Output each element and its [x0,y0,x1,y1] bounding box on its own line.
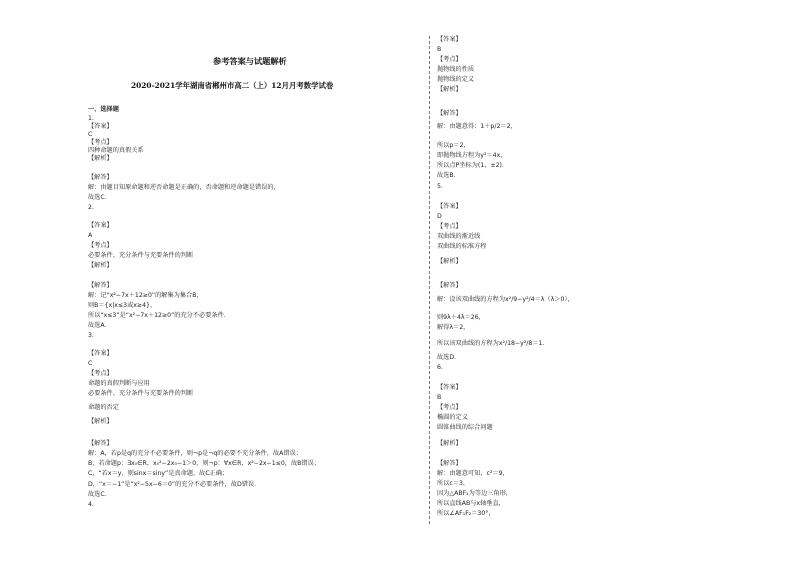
text-line: 【解答】 [437,110,462,117]
text-line: C [88,131,93,138]
text-line: 所以该双曲线的方程为x²/18−y²/8＝1． [437,340,549,347]
text-line: 命题的真假判断与应用 [88,380,150,387]
text-line: 【答案】 [88,222,113,229]
text-line: A [88,232,93,239]
text-line: 椭圆的定义 [437,414,468,421]
text-line: 所以∠AF₁F₂＝30°， [437,510,495,517]
text-line: 【答案】 [88,123,113,130]
text-line: 5. [437,183,443,190]
text-line: 命题的否定 [88,404,119,411]
text-line: 解：记“x²−7x＋12≥0”的解集为集合B， [88,292,203,299]
text-line: 故选C． [88,194,111,201]
text-line: 则9λ＋4λ＝26， [437,314,485,321]
text-line: 所以“x≤3”是“x²−7x＋12≥0”的充分不必要条件． [88,312,230,319]
text-line: 因为△ABF₁为等边三角形， [437,490,512,497]
text-line: 所以直线AB与x轴垂直， [437,500,505,507]
text-line: B，若命题p：∃x₀∈R，x₀²−2x₀−1＞0，则¬p：∀x∈R，x²−2x−1≤0，故B错误； [88,460,320,467]
text-line: B [437,394,442,401]
text-line: 【解析】 [437,86,462,93]
text-line: B [437,46,442,53]
text-line: 【解答】 [88,174,113,181]
text-line: 所以c＝3， [437,480,470,487]
text-line: 四种命题的真假关系 [88,147,144,154]
text-line: 【解答】 [88,282,113,289]
text-line: 【考点】 [88,370,113,377]
text-line: 2. [88,204,94,211]
text-line: 【解析】 [88,262,113,269]
text-line: 【答案】 [437,384,462,391]
text-line: 解得λ＝2， [437,324,470,331]
text-line: 【解析】 [437,440,462,447]
text-line: 故选C． [88,491,111,498]
text-line: 3. [88,332,94,339]
text-line: 双曲线的标准方程 [437,243,487,250]
text-line: 【答案】 [88,350,113,357]
text-line: 【考点】 [88,242,113,249]
text-line: 【解析】 [88,155,113,162]
text-line: 【解答】 [437,460,462,467]
text-line: C，“若x＝y，则sinx＝siny”是真命题，故C正确； [88,470,229,477]
text-line: 【答案】 [437,36,462,43]
text-line: 解：A，若p是q的充分不必要条件，则¬p是¬q的必要不充分条件，故A错误； [88,450,302,457]
text-line: 解：由题意得：1＋p/2＝2， [437,123,517,130]
text-line: 解：设该双曲线的方程为x²/9−y²/4＝λ（λ＞0）， [437,296,574,303]
text-line: 故选A． [88,322,111,329]
text-line: 4. [88,501,94,508]
text-line: 【答案】 [437,203,462,210]
text-line: 【考点】 [437,404,462,411]
text-line: 【解析】 [88,418,113,425]
text-line: 解：由题目知原命题和逆否命题是正确的，否命题和逆命题是错误的， [88,184,280,191]
text-line: 【考点】 [437,223,462,230]
text-line: 双曲线的渐近线 [437,233,481,240]
text-line: 则B＝{x|x≤3或x≥4}， [88,302,157,309]
text-line: 【解析】 [437,258,462,265]
text-line: 抛物线的性质 [437,66,475,73]
text-line: 1. [88,115,94,122]
text-line: 必要条件、充分条件与充要条件的判断 [88,252,194,259]
section-heading: 一、选择题 [88,106,119,113]
column-divider [429,36,430,524]
text-line: 【考点】 [437,56,462,63]
text-line: 解：由题意可知，c²＝9， [437,470,509,477]
text-line: 【解答】 [437,282,462,289]
text-line: 所以p＝2， [437,142,470,149]
text-line: 【解答】 [88,440,113,447]
text-line: 圆锥曲线的综合问题 [437,424,493,431]
text-line: 6. [437,364,443,371]
text-line: 必要条件、充分条件与充要条件的判断 [88,390,194,397]
text-line: C [88,360,93,367]
text-line: 【考点】 [88,139,113,146]
exam-title: 2020-2021学年湖南省郴州市高二（上）12月月考数学试卷 [131,81,334,90]
text-line: D [437,213,442,220]
text-line: 即抛物线方程为y²＝4x， [437,152,507,159]
text-line: 抛物线的定义 [437,76,475,83]
text-line: 故选B． [437,172,460,179]
text-line: D，“x＝−1”是“x²−5x−6＝0”的充分不必要条件，故D错误． [88,481,261,488]
page-title: 参考答案与试题解析 [213,56,287,66]
text-line: 故选D． [437,354,461,361]
text-line: 所以点P坐标为(1，±2)． [437,162,509,169]
